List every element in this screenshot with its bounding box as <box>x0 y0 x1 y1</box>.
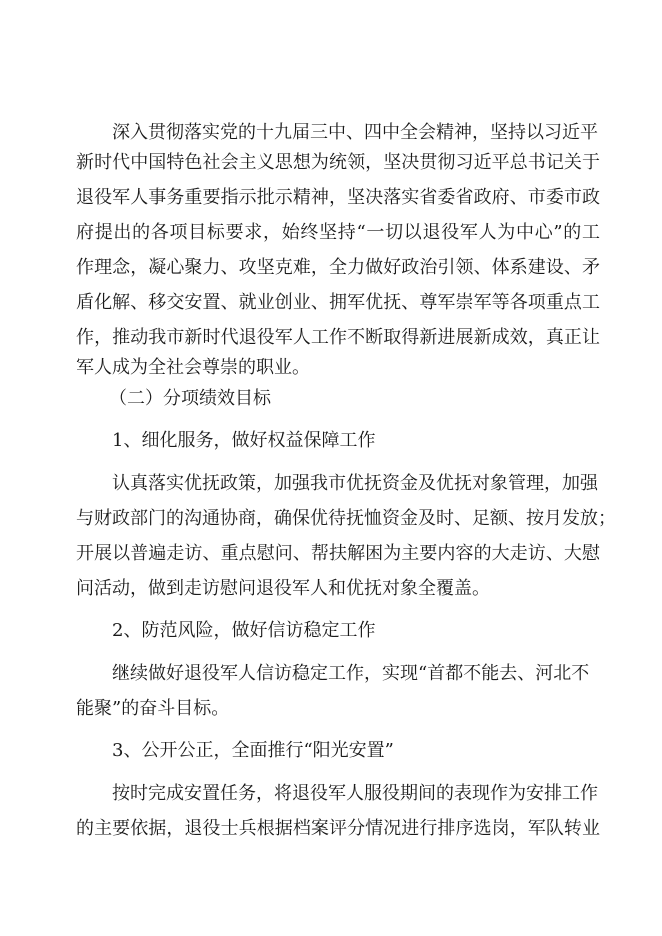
text-line: 军人成为全社会尊崇的职业。 <box>76 357 310 378</box>
text-line: 的主要依据，退役士兵根据档案评分情况进行排序选岗，军队转业 <box>76 818 600 839</box>
text-line: 退役军人事务重要指示批示精神，坚决落实省委省政府、市委市政 <box>76 187 600 208</box>
text-line: 认真落实优抚政策，加强我市优抚资金及优抚对象管理，加强 <box>112 473 598 494</box>
text-line: 能聚”的奋斗目标。 <box>76 698 230 719</box>
text-line: 开展以普遍走访、重点慰问、帮扶解困为主要内容的大走访、大慰 <box>76 543 600 564</box>
text-line: 作，推动我市新时代退役军人工作不断取得新进展新成效，真正让 <box>76 327 600 348</box>
text-line: 问活动，做到走访慰问退役军人和优抚对象全覆盖。 <box>76 578 490 599</box>
item-heading: 1、细化服务，做好权益保障工作 <box>112 430 376 451</box>
section-heading: （二）分项绩效目标 <box>109 388 271 409</box>
text-line: 深入贯彻落实党的十九届三中、四中全会精神，坚持以习近平 <box>112 122 598 143</box>
text-line: 作理念，凝心聚力、攻坚克难，全力做好政治引领、体系建设、矛 <box>76 257 600 278</box>
text-line: 新时代中国特色社会主义思想为统领，坚决贯彻习近平总书记关于 <box>76 152 600 173</box>
text-line: 府提出的各项目标要求，始终坚持“一切以退役军人为中心”的工 <box>76 222 600 243</box>
text-line: 继续做好退役军人信访稳定工作，实现“首都不能去、河北不 <box>112 663 590 684</box>
item-heading: 3、公开公正，全面推行“阳光安置” <box>112 740 394 761</box>
item-heading: 2、防范风险，做好信访稳定工作 <box>112 620 376 641</box>
text-line: 按时完成安置任务，将退役军人服役期间的表现作为安排工作 <box>112 783 598 804</box>
text-line: 盾化解、移交安置、就业创业、拥军优抚、尊军崇军等各项重点工 <box>76 292 600 313</box>
text-line: 与财政部门的沟通协商，确保优待抚恤资金及时、足额、按月发放； <box>76 508 616 529</box>
